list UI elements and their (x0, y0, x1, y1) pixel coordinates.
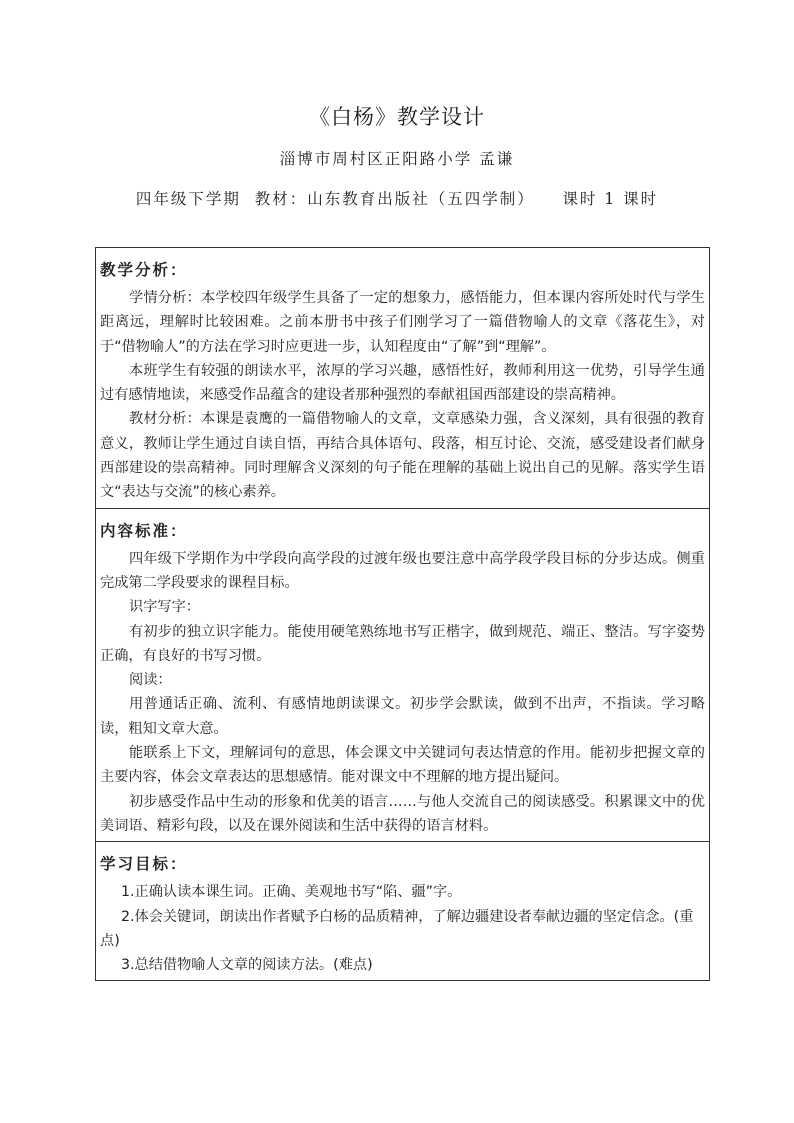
lesson-plan-table (95, 247, 710, 981)
paragraph: 阅读： (129, 672, 172, 689)
paragraph: 本班学生有较强的朗读水平，浓厚的学习兴趣，感悟性好，教师利用这一优势，引导学生通过有感情地读，来感受作品蕴含的建设者那种强烈的奉献祖国西部建设的崇高精神。 (100, 362, 705, 404)
section-heading: 教学分析： (100, 260, 188, 279)
author-line: 淄博市周村区正阳路小学 孟谦 (279, 150, 515, 168)
goal-item: 2.体会关键词，朗读出作者赋予白杨的品质精神，了解边疆建设者奉献边疆的坚定信念。(重点) (100, 908, 694, 949)
paragraph: 学情分析：本学校四年级学生具备了一定的想象力，感悟能力，但本课内容所处时代与学生距离远，理解时比较困难。之前本册书中孩子们刚学习了一篇借物喻人的文章《落花生》，对于“借物喻人”的方法在学习时应更进一步，认知程度由“了解”到“理解”。 (100, 290, 705, 355)
course-meta-line: 四年级下学期 教材：山东教育出版社（五四学制） 课时 1 课时 (135, 190, 659, 208)
goal-item: 1.正确认读本课生词。正确、美观地书写“陷、疆”字。 (121, 884, 462, 901)
section-heading: 内容标准： (100, 520, 188, 540)
paragraph: 四年级下学期作为中学段向高学段的过渡年级也要注意中高学段学段目标的分步达成。侧重完成第二学段要求的课程目标。 (100, 550, 705, 591)
goal-item: 3.总结借物喻人文章的阅读方法。(难点) (121, 957, 373, 974)
paragraph: 教材分析：本课是袁鹰的一篇借物喻人的文章，文章感染力强，含义深刻，具有很强的教育意义，教师让学生通过自读自悟，再结合具体语句、段落，相互讨论、交流，感受建设者们献身西部建设的崇高精神。同时理解含义深刻的句子能在理解的基础上说出自己的见解。落实学生语文“表达与交流”的核心素养。 (100, 411, 705, 501)
paragraph: 用普通话正确、流利、有感情地朗读课文。初步学会默读，做到不出声，不指读。学习略读，粗知文章大意。 (100, 696, 705, 737)
paragraph: 识字写字： (129, 599, 200, 616)
section-heading: 学习目标： (100, 854, 188, 874)
content-standards-cell (96, 509, 709, 843)
page-title: 《白杨》教学设计 (309, 105, 485, 129)
teaching-analysis-cell (96, 248, 709, 509)
paragraph: 初步感受作品中生动的形象和优美的语言……与他人交流自己的阅读感受。积累课文中的优美词语、精彩句段，以及在课外阅读和生活中获得的语言材料。 (100, 793, 705, 834)
paragraph: 有初步的独立识字能力。能使用硬笔熟练地书写正楷字，做到规范、端正、整洁。写字姿势正确，有良好的书写习惯。 (100, 623, 705, 664)
learning-goals-cell (96, 842, 709, 980)
paragraph: 能联系上下文，理解词句的意思，体会课文中关键词句表达情意的作用。能初步把握文章的主要内容，体会文章表达的思想感情。能对课文中不理解的地方提出疑问。 (100, 745, 705, 786)
